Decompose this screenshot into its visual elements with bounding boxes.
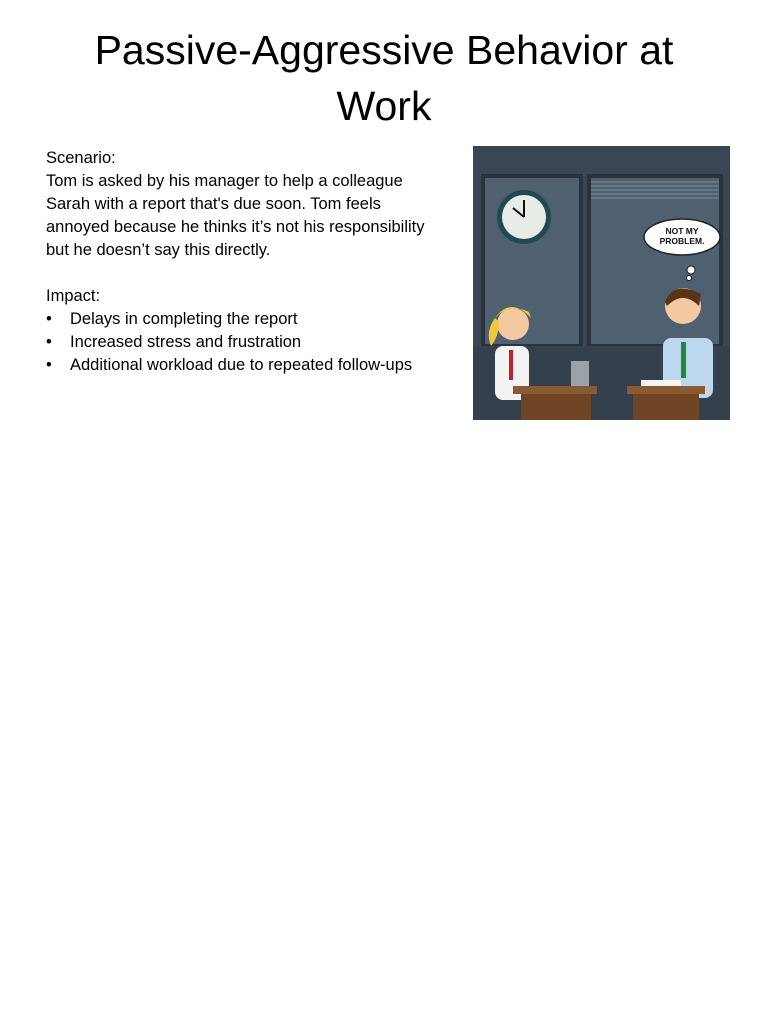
thought-bubble-line2: PROBLEM.: [659, 236, 705, 246]
impact-item: • Increased stress and frustration: [46, 331, 446, 354]
office-illustration: [473, 146, 730, 420]
impact-list: [46, 308, 446, 377]
window-right: [589, 176, 721, 346]
desk-left: [513, 386, 597, 394]
slide-body: [46, 147, 446, 377]
scenario-label: Scenario:: [46, 149, 116, 167]
laptop: [571, 361, 589, 386]
impact-item: • Delays in completing the report: [46, 308, 446, 331]
scenario-text: Tom is asked by his manager to help a colleague Sarah with a report that's due soon. Tom feels annoyed because he thinks it’s not his responsibility but he doesn’t say this directly.: [46, 172, 425, 259]
impact-label: Impact:: [46, 287, 101, 305]
slide-title: Passive-Aggressive Behavior at Work: [94, 27, 674, 129]
desk-right: [627, 386, 705, 394]
clock-icon: [497, 190, 551, 244]
paper: [641, 380, 681, 386]
impact-item: • Additional workload due to repeated follow-ups: [46, 354, 446, 377]
thought-bubble-line1: NOT MY: [665, 226, 699, 236]
